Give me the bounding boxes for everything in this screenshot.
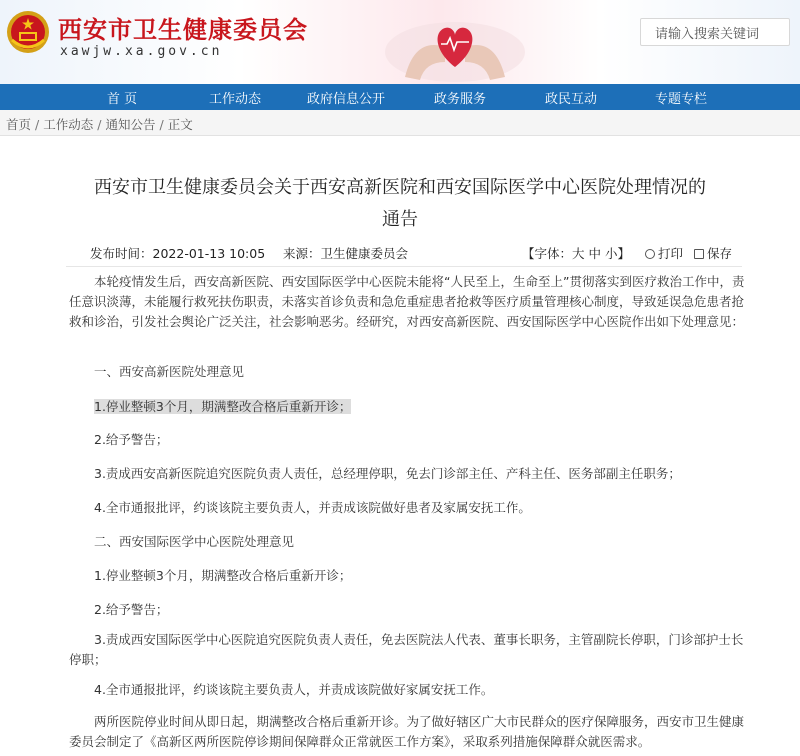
main-nav — [0, 84, 800, 110]
source-label: 来源： — [283, 246, 321, 261]
section2-item-2: 2.给予警告； — [94, 602, 169, 617]
article-intro-paragraph: 本轮疫情发生后，西安高新医院、西安国际医学中心医院未能将“人民至上，生命至上”贯彻落实到医疗救治工作中，责任意识淡薄，未能履行救死扶伤职责，未落实首诊负责和急危重症患者抢救等医疗质量管理核心制度，导致延误急危患者抢救和诊治，引发社会舆论广泛关注，社会影响恶劣。经研究，对西安高新医院、西安国际医学中心医院作出如下处理意见： — [69, 274, 745, 329]
save-label: 保存 — [707, 246, 733, 261]
section1-item-3: 3.责成西安高新医院追究医院负责人责任，总经理停职，免去门诊部主任、产科主任、医务部副主任职务； — [94, 466, 681, 481]
breadcrumb-work-news[interactable]: 工作动态 — [43, 117, 94, 132]
source-value: 卫生健康委员会 — [320, 246, 409, 261]
nav-item-interaction[interactable]: 政民互动 — [545, 92, 598, 107]
print-button[interactable] — [645, 244, 683, 262]
breadcrumb-separator: / — [97, 117, 102, 132]
font-size-label: 【字体： — [522, 246, 573, 261]
article-title-line2: 通告 — [382, 209, 418, 230]
font-size-close: 】 — [617, 246, 631, 261]
section1-item-4: 4.全市通报批评，约谈该院主要负责人，并责成该院做好患者及家属安抚工作。 — [94, 500, 531, 515]
hands-heart-banner-icon — [375, 2, 535, 84]
breadcrumb-notices[interactable]: 通知公告 — [105, 117, 156, 132]
article-title-line1: 西安市卫生健康委员会关于西安高新医院和西安国际医学中心医院处理情况的 — [94, 177, 706, 198]
section1-item-1-text: 1.停业整顿3个月，期满整改合格后重新开诊； — [94, 399, 352, 414]
font-size-large-button[interactable]: 大 — [572, 246, 585, 261]
section2-heading: 二、西安国际医学中心医院处理意见 — [94, 534, 295, 549]
national-emblem-icon — [6, 10, 50, 54]
breadcrumb-current: 正文 — [167, 117, 193, 132]
printer-icon — [645, 249, 655, 259]
site-url: xawjw.xa.gov.cn — [60, 44, 223, 59]
section2-item-1: 1.停业整顿3个月，期满整改合格后重新开诊； — [94, 568, 352, 583]
save-icon — [694, 249, 704, 259]
article-title — [40, 172, 760, 236]
article-source — [283, 244, 408, 262]
font-size-small-button[interactable]: 小 — [605, 246, 618, 261]
nav-item-gov-info[interactable]: 政府信息公开 — [307, 92, 386, 107]
breadcrumb-separator: / — [35, 117, 40, 132]
site-title[interactable]: 西安市卫生健康委员会 — [58, 16, 308, 44]
section2-item-4: 4.全市通报批评，约谈该院主要负责人，并责成该院做好家属安抚工作。 — [94, 682, 494, 697]
section1-item-1 — [69, 397, 749, 417]
breadcrumb-separator: / — [159, 117, 164, 132]
breadcrumb — [0, 110, 800, 136]
search-input[interactable] — [640, 18, 790, 46]
nav-item-work-news[interactable]: 工作动态 — [209, 92, 262, 107]
section1-item-2: 2.给予警告； — [94, 432, 169, 447]
print-label: 打印 — [658, 246, 684, 261]
publish-time — [90, 244, 265, 262]
save-button[interactable] — [694, 244, 732, 262]
nav-item-gov-services[interactable]: 政务服务 — [434, 92, 487, 107]
font-size-control — [522, 244, 630, 262]
section2-item-3: 3.责成西安国际医学中心医院追究医院负责人责任，免去医院法人代表、董事长职务，主管副院长停职，门诊部护士长停职； — [69, 632, 744, 667]
article-meta — [0, 244, 800, 264]
nav-item-home[interactable]: 首 页 — [107, 92, 138, 107]
article-closing-paragraph: 两所医院停业时间从即日起，期满整改合格后重新开诊。为了做好辖区广大市民群众的医疗保障服务，西安市卫生健康委员会制定了《高新区两所医院停诊期间保障群众正常就医工作方案》，采取系列措施保障群众就医需求。 — [69, 714, 745, 749]
breadcrumb-home[interactable]: 首页 — [6, 117, 32, 132]
publish-time-value: 2022-01-13 10:05 — [152, 246, 266, 261]
font-size-medium-button[interactable]: 中 — [588, 246, 602, 261]
nav-item-special-topics[interactable]: 专题专栏 — [655, 92, 708, 107]
section1-heading: 一、西安高新医院处理意见 — [94, 364, 245, 379]
meta-divider — [66, 266, 742, 267]
site-header — [0, 0, 800, 84]
publish-time-label: 发布时间： — [90, 246, 153, 261]
